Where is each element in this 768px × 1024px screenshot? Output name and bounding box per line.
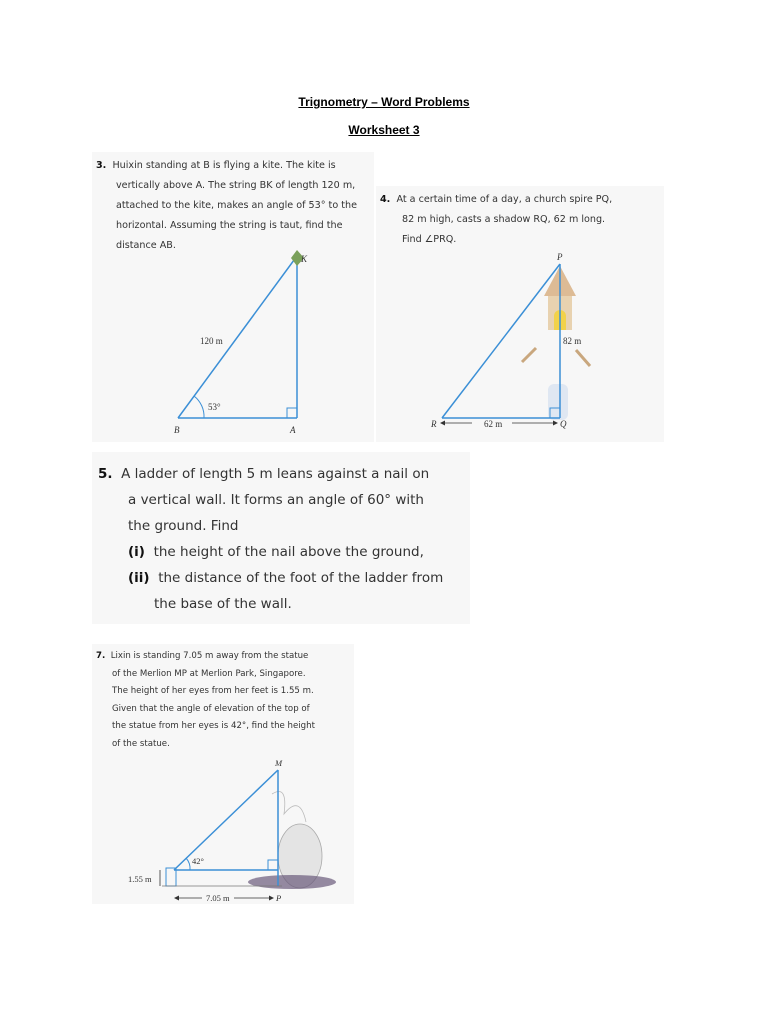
height-label: 82 m [563,336,582,346]
problem-line: distance AB. [116,240,176,251]
angle-label: 53° [208,402,221,412]
problem-number: 7. [96,651,106,661]
vertex-b-label: B [174,425,180,435]
problem-line: Given that the angle of elevation of the top of [112,703,310,714]
angle-label: 42° [192,856,204,866]
problem-line: Lixin is standing 7.05 m away from the statue [110,651,309,661]
vertex-q-label: Q [560,419,567,429]
kite-triangle-diagram [92,152,374,442]
hyp-label: 120 m [200,336,223,346]
problem-line: vertically above A. The string BK of length 120 m, [116,180,356,191]
vertex-p-label: P [557,252,563,262]
eye-height-label: 1.55 m [128,874,152,884]
vertex-a-label: A [290,425,296,435]
problem-5-scan [92,452,470,624]
problem-line: A ladder of length 5 m leans against a nail on [121,466,430,482]
problem-number: 3. [96,160,107,171]
problem-7-scan [92,644,354,904]
part-label: (ii) [128,570,150,586]
problem-number: 4. [380,194,391,205]
problem-line: the statue from her eyes is 42°, find the height [112,721,315,731]
problem-line: 82 m high, casts a shadow RQ, 62 m long. [402,214,606,225]
part-text: the height of the nail above the ground, [153,544,424,560]
page-title: Trignometry – Word Problems [298,95,470,109]
shadow-label: 62 m [484,419,503,429]
worksheet-subtitle: Worksheet 3 [348,123,420,137]
distance-label: 7.05 m [206,893,230,903]
problem-line: of the statue. [112,738,170,749]
problem-line: Find ∠PRQ. [402,234,457,245]
spire-triangle-diagram [376,186,664,442]
problem-3-scan [92,152,374,442]
merlion-triangle-diagram [92,644,354,904]
problem-line: horizontal. Assuming the string is taut, find the [116,220,343,231]
problem-line: Huixin standing at B is flying a kite. The kite is [112,160,336,171]
problem-line: a vertical wall. It forms an angle of 60° with [128,492,424,508]
vertex-k-label: K [301,254,308,264]
vertex-m-label: M [275,758,283,768]
problem-line: At a certain time of a day, a church spire PQ, [396,194,613,205]
part-text: the distance of the foot of the ladder from [158,570,444,586]
problem-line: the base of the wall. [154,596,292,612]
problem-number: 5. [98,466,113,482]
problem-4-scan [376,186,664,442]
problem-line: of the Merlion MP at Merlion Park, Singapore. [112,668,306,679]
problem-line: the ground. Find [128,518,239,534]
problem-5-text [98,461,443,617]
vertex-r-label: R [431,419,437,429]
vertex-p-label: P [276,893,282,903]
part-label: (i) [128,544,145,560]
problem-line: attached to the kite, makes an angle of 53° to the [116,200,357,211]
problem-line: The height of her eyes from her feet is 1.55 m. [112,686,314,696]
